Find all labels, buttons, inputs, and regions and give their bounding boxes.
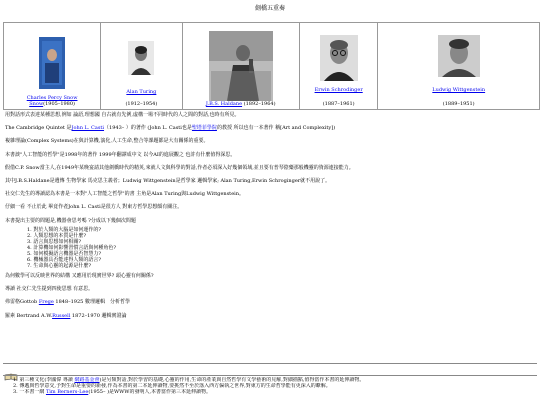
paragraph-eastern: 仔細一看 不止於此 畢竟作者John L. Casti是很方人 對東方哲學思想頗有關注。 [5, 204, 183, 211]
footnote-item: 1. 第三種文化(李國偉 導讀 網路基金會)是另類對話,對於學習的基礎,心靈的作用,生命的產業與自然哲學有文學藝術的見解,對細描點,值得當作本書的延伸讀物。 [13, 377, 365, 383]
portrait-dates-turing: (1912–1954) [125, 101, 158, 107]
link-santa-fe[interactable]: 聖塔菲學院 [191, 125, 217, 132]
portrait-photo-haldane [209, 31, 273, 101]
link-casti[interactable]: John L. Casti [71, 125, 105, 132]
link-russell[interactable]: Russell [52, 312, 71, 319]
portrait-table [3, 22, 540, 110]
portrait-cell-snow: Charles Percy Snow Snow(1905–1980) [4, 23, 101, 110]
list-item: 3. 語言與思想如何相關? [27, 239, 82, 245]
footnote-item: 2. 傳遞與哲學意交,予對生命是重要的新發,作為本書的第二本延伸讀物,要挑然不至於落入西方偏執之世界,對東方的生命哲學能有更深入的瞭解。 [13, 383, 331, 389]
book-icon [4, 366, 18, 374]
portrait-cell-wittgenstein [378, 23, 540, 110]
paragraph-guide: 導讀 社交仁先生提到四使思想 有意思。 [5, 286, 94, 293]
portrait-photo-schrodinger [320, 35, 358, 81]
paragraph-intro: 用對話形式表達某種思想,例如 論語,理想國 自古就有先例,虛構一場不同時代的人之間的對話,也時有所見。 [5, 112, 240, 118]
portrait-name-snow[interactable]: Charles Percy Snow [26, 95, 78, 101]
link-berners-lee[interactable]: Tim Berners-Lee [45, 389, 89, 395]
paragraph-preface: 社交仁先生的導讀認為本書是一本對"人工智能之哲學"的書 主角是Alan Turing與Ludwig Wittgenstein。 [5, 191, 244, 198]
portrait-photo-snow [39, 37, 65, 89]
paragraph-math: 為何數學可以反映世界的結構 又應用於現實世界? 頭心靈有何關係? [5, 273, 154, 279]
portrait-dates-snow: 1905–1980 [45, 101, 74, 107]
portrait-cell-schrodinger [299, 23, 378, 110]
portrait-dates-haldane: (1892–1964) [243, 101, 276, 107]
portrait-dates-schrodinger: (1887–1961) [322, 101, 355, 107]
list-item: 5. 如何模擬語言機器是否智慧力? [27, 251, 102, 257]
article-body [5, 112, 537, 326]
footnotes [5, 377, 537, 395]
portrait-dates-wittgenstein: (1889–1951) [442, 101, 475, 107]
portrait-name-schrodinger[interactable]: Erwin Schrodinger [314, 87, 363, 93]
list-item: 6. 機械器具否能達得人類的語言? [27, 257, 102, 263]
paragraph-complexity: 複雜理論(Complex Systems)在與計算機,演化,人工生命,整合等課題都是大有關係的重要。 [5, 138, 209, 145]
portrait-cell-haldane [182, 23, 299, 110]
paragraph-snow: 假借C.P. Snow當主人,在1949年某晚宴請其他劍橋時代的精英,來就人文與科學的對話,作者必須深入好幾個領域,並且要有普琴陰藥那般機靈的資源連接能力。 [5, 164, 354, 171]
portrait-name-haldane[interactable]: J.B.S. Haldane [205, 101, 243, 107]
portrait-name-turing[interactable]: Alan Turing [126, 89, 157, 95]
paragraph-book: The Cambridge Quintet 是John L. Casti（1943– ）的著作 (John L. Casti也是聖塔菲學院的教授 所以也有一本著作 稱[Art and Complexity]) [5, 125, 336, 132]
paragraph-russell: 羅素 Bertrand A.W.Russell 1872–1970 邏輯實證論 [5, 312, 127, 319]
paragraph-questions: 本書提出主要的問題是,機器會思考嗎 ?分成以下幾個次問題 [5, 217, 136, 224]
portrait-photo-turing [128, 41, 154, 75]
page-title: 劍橋五重奏 [254, 5, 285, 12]
divider [3, 375, 537, 376]
portrait-cell-turing [101, 23, 182, 110]
question-list [27, 227, 537, 269]
paragraph-haldane: 其中J.B.S.Haldane是遺傳 生物學家 馬克思主義者；Ludwig Wittgenstein是哲學家 邏輯學家; Alan Turing,Erwin Schroginger就不用說了。 [5, 177, 331, 184]
divider [3, 363, 537, 364]
list-item: 2. 人類思想的本質是什麼? [27, 233, 87, 239]
portrait-name-wittgenstein[interactable]: Ludwig Wittgenstein [432, 87, 486, 93]
list-item: 4. 計算機如何影響習慣言語與何種角色? [27, 245, 117, 251]
footnote-item: 3. 一本書一網 Tim Berners-Lee(1955– )是WWW的發明人,本書當作第三本延伸讀物。 [13, 389, 212, 395]
list-item: 1. 對於人類的大腦是如何運作的? [27, 227, 102, 233]
link-footnote-1[interactable]: 網路基金會 [74, 377, 100, 383]
link-frege[interactable]: Frege [38, 299, 54, 306]
portrait-photo-wittgenstein [438, 35, 480, 77]
paragraph-ai: 本書談"人工智能的哲學"是1998年的著作 1999年翻譯成中文 以今AI的進展觀之 也許有什麼值得深思。 [5, 151, 236, 158]
paragraph-frege: 弗雷格Gottob Frege 1848–1925 數理邏輯 分析哲學 [5, 299, 130, 306]
list-item: 7. 生命與心靈的起源是什麼? [27, 263, 92, 269]
